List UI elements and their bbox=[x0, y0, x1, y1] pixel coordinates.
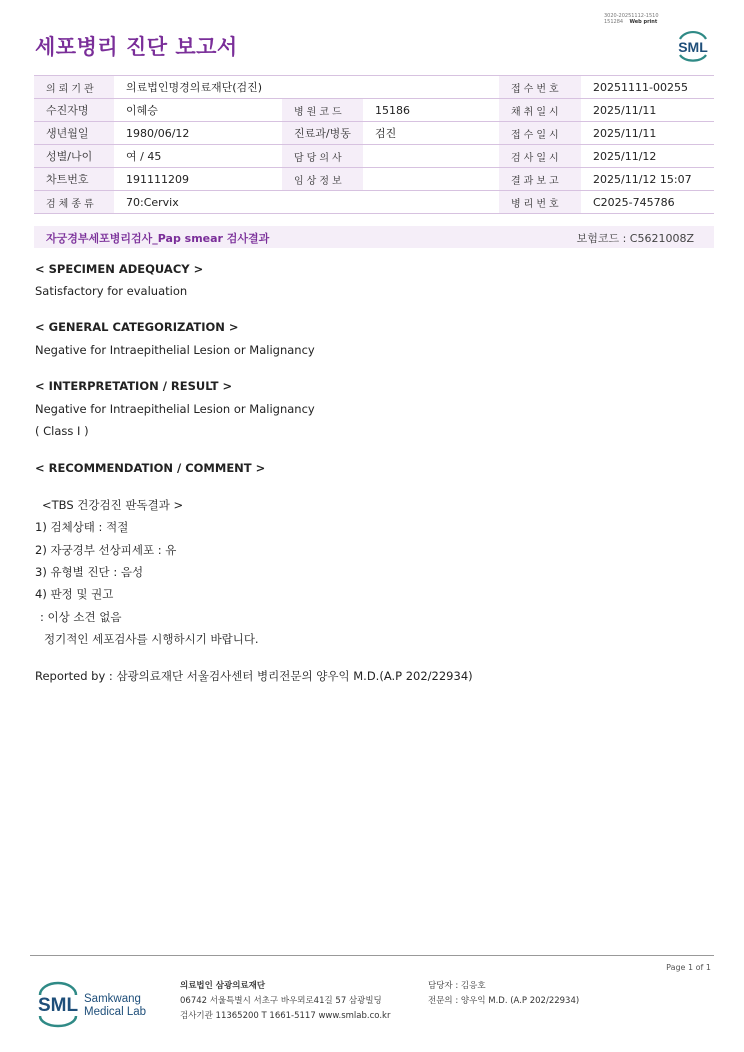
value-sex-age: 여 / 45 bbox=[114, 145, 282, 168]
value-doctor bbox=[363, 145, 499, 168]
svg-text:Samkwang: Samkwang bbox=[84, 993, 141, 1005]
footer-manager: 담당자 : 김응호 bbox=[428, 981, 486, 991]
label-receipt-date: 접수일시 bbox=[499, 122, 581, 145]
value-patient-name: 이혜승 bbox=[114, 99, 282, 122]
value-receipt-no: 20251111-00255 bbox=[581, 76, 714, 99]
insurance-code: 보험코드 : C5621008Z bbox=[576, 232, 694, 245]
table-row bbox=[34, 191, 714, 214]
sml-logo-icon bbox=[674, 27, 712, 63]
list-item: 1) 검체상태 : 적절 bbox=[35, 520, 129, 534]
patient-info-table bbox=[34, 75, 714, 214]
label-specimen-type: 검체종류 bbox=[34, 191, 114, 214]
page-number: Page 1 of 1 bbox=[666, 963, 711, 972]
label-test-date: 검사일시 bbox=[499, 145, 581, 168]
test-name: 자궁경부세포병리검사_Pap smear 검사결과 bbox=[46, 232, 270, 245]
list-item: 3) 유형별 진단 : 음성 bbox=[35, 565, 144, 579]
footer-address: 06742 서울특별시 서초구 바우뫼로41길 57 삼광빌딩 bbox=[180, 996, 382, 1006]
label-sex-age: 성별/나이 bbox=[34, 145, 114, 168]
adequacy-text: Satisfactory for evaluation bbox=[35, 284, 188, 298]
interpretation-text: Negative for Intraepithelial Lesion or Malignancy bbox=[35, 402, 315, 416]
value-department: 검진 bbox=[363, 122, 499, 145]
label-collection-date: 채취일시 bbox=[499, 99, 581, 122]
value-birth-date: 1980/06/12 bbox=[114, 122, 282, 145]
interpretation-heading: < INTERPRETATION / RESULT > bbox=[35, 379, 233, 393]
footer-org-name: 의료법인 삼광의료재단 bbox=[180, 981, 266, 991]
reported-by: Reported by : 삼광의료재단 서울검사센터 병리전문의 양우익 M.D.(A.P 202/22934) bbox=[35, 669, 473, 683]
general-heading: < GENERAL CATEGORIZATION > bbox=[35, 320, 239, 334]
table-row bbox=[34, 99, 714, 122]
label-department: 진료과/병동 bbox=[282, 122, 363, 145]
footer-contact: 검사기관 11365200 T 1661-5117 www.smlab.co.kr bbox=[180, 1011, 391, 1021]
label-result-report: 결과보고 bbox=[499, 168, 581, 191]
table-row bbox=[34, 168, 714, 191]
table-row bbox=[34, 145, 714, 168]
table-row bbox=[34, 122, 714, 145]
document-code bbox=[604, 13, 659, 25]
table-row bbox=[34, 76, 714, 99]
label-requesting-org: 의뢰기관 bbox=[34, 76, 114, 99]
document-code-line2: 151284 bbox=[604, 19, 624, 25]
interpretation-class: ( Class I ) bbox=[35, 424, 89, 438]
value-requesting-org: 의료법인명경의료재단(검진) bbox=[114, 76, 499, 99]
footer-specialist: 전문의 : 양우익 M.D. (A.P 202/22934) bbox=[428, 996, 580, 1006]
value-specimen-type: 70:Cervix bbox=[114, 191, 499, 214]
footer-divider bbox=[30, 955, 714, 956]
label-receipt-no: 접수번호 bbox=[499, 76, 581, 99]
value-receipt-date: 2025/11/11 bbox=[581, 122, 714, 145]
footer-staff-info bbox=[428, 979, 579, 1009]
web-print-label: Web print bbox=[629, 19, 658, 25]
label-patient-name: 수진자명 bbox=[34, 99, 114, 122]
svg-text:Medical Lab: Medical Lab bbox=[84, 1006, 147, 1018]
svg-text:SML: SML bbox=[678, 39, 708, 55]
label-pathology-no: 병리번호 bbox=[499, 191, 581, 214]
label-hospital-code: 병원코드 bbox=[282, 99, 363, 122]
samkwang-logo-icon bbox=[36, 980, 156, 1028]
document-code-line1: 3020-20251112-1510 bbox=[604, 13, 659, 19]
value-result-report: 2025/11/12 15:07 bbox=[581, 168, 714, 191]
footer-org-info bbox=[180, 979, 390, 1024]
test-banner bbox=[34, 226, 714, 248]
value-test-date: 2025/11/12 bbox=[581, 145, 714, 168]
label-doctor: 담당의사 bbox=[282, 145, 363, 168]
list-item: : 이상 소견 없음 bbox=[40, 610, 122, 624]
value-chart-no: 191111209 bbox=[114, 168, 282, 191]
page-title: 세포병리 진단 보고서 bbox=[35, 35, 238, 59]
list-item: 정기적인 세포검사를 시행하시기 바랍니다. bbox=[44, 632, 259, 646]
general-text: Negative for Intraepithelial Lesion or Malignancy bbox=[35, 343, 315, 357]
value-hospital-code: 15186 bbox=[363, 99, 499, 122]
list-item: 2) 자궁경부 선상피세포 : 유 bbox=[35, 543, 177, 557]
adequacy-heading: < SPECIMEN ADEQUACY > bbox=[35, 262, 204, 276]
value-pathology-no: C2025-745786 bbox=[581, 191, 714, 214]
value-clinical-info bbox=[363, 168, 499, 191]
label-clinical-info: 임상정보 bbox=[282, 168, 363, 191]
tbs-heading: <TBS 건강검진 판독결과 > bbox=[42, 498, 184, 512]
label-birth-date: 생년월일 bbox=[34, 122, 114, 145]
value-collection-date: 2025/11/11 bbox=[581, 99, 714, 122]
list-item: 4) 판정 및 권고 bbox=[35, 587, 114, 601]
svg-text:SML: SML bbox=[37, 995, 79, 1016]
recommendation-heading: < RECOMMENDATION / COMMENT > bbox=[35, 461, 266, 475]
label-chart-no: 차트번호 bbox=[34, 168, 114, 191]
